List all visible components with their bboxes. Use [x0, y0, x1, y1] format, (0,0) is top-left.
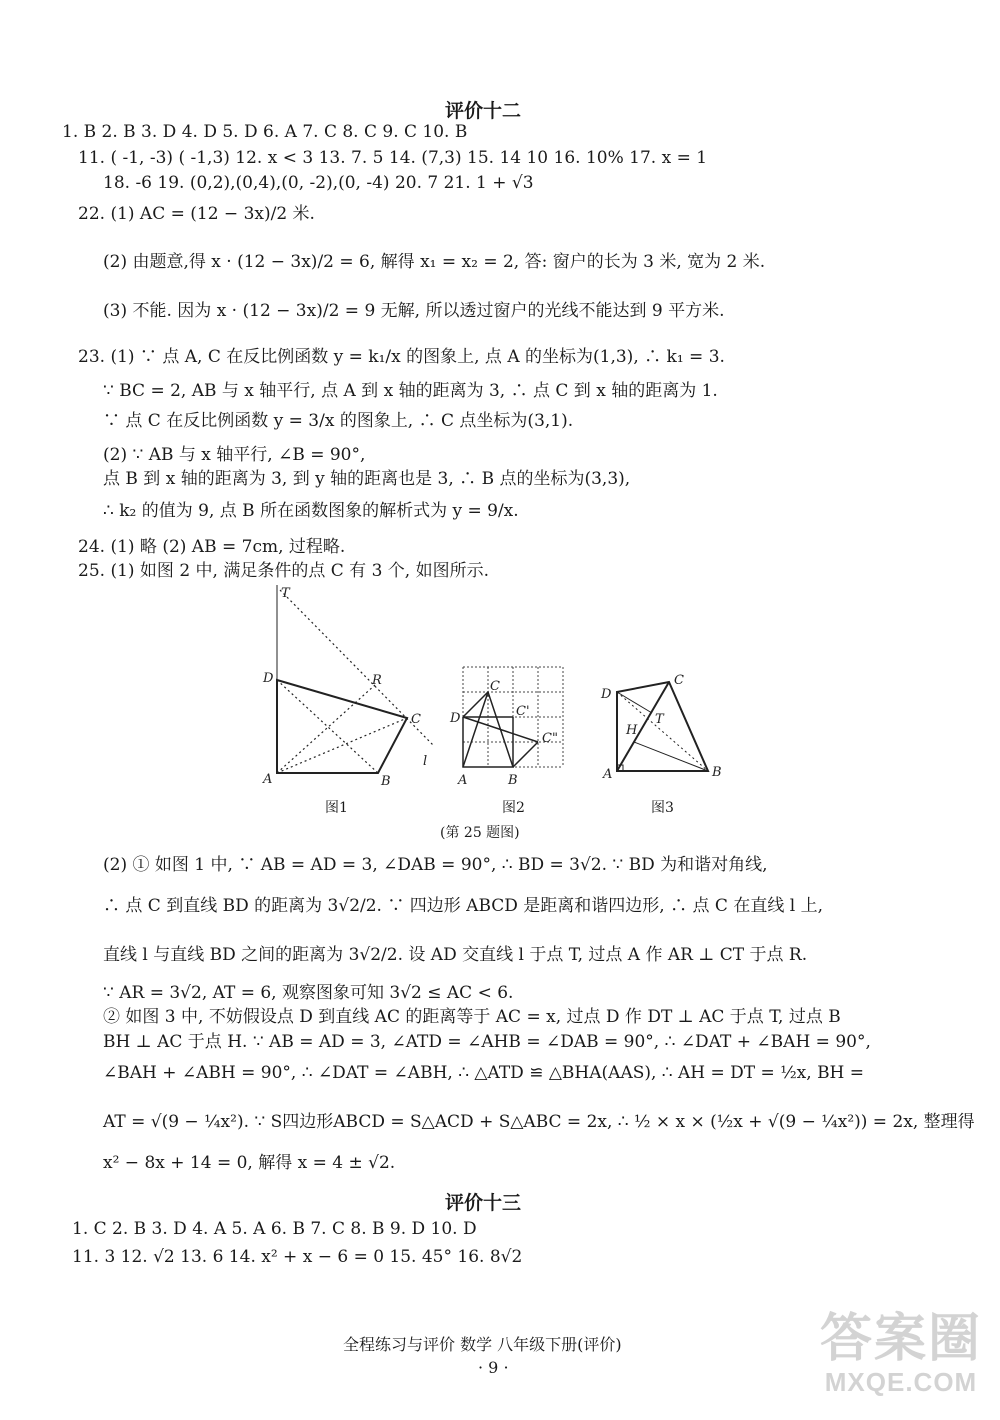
answer-line: 11. ( -1, -3) ( -1,3) 12. x < 3 13. 7. 5 14. (7,3) 15. 14 10 16. 10% 17. x = 1 — [78, 148, 708, 168]
figure-2-caption: 图2 — [502, 800, 525, 816]
label-T: T — [281, 586, 290, 601]
label-T: T — [655, 712, 664, 727]
answer-line: (2) 由题意,得 x · (12 − 3x)/2 = 6, 解得 x₁ = x₂ = 2, 答: 窗户的长为 3 米, 宽为 2 米. — [103, 252, 766, 272]
label-l: l — [423, 754, 428, 769]
label-A: A — [458, 773, 468, 788]
label-H: H — [626, 723, 638, 738]
answer-line: 25. (1) 如图 2 中, 满足条件的点 C 有 3 个, 如图所示. — [78, 561, 490, 581]
page-number: · 9 · — [478, 1358, 509, 1377]
label-C-prime: C' — [516, 704, 530, 719]
label-C-double-prime: C" — [542, 731, 558, 746]
answer-line: 11. 3 12. √2 13. 6 14. x² + x − 6 = 0 15. 45° 16. 8√2 — [72, 1247, 523, 1267]
answer-line: BH ⊥ AC 于点 H. ∵ AB = AD = 3, ∠ATD = ∠AHB = ∠DAB = 90°, ∴ ∠DAT + ∠BAH = 90°, — [103, 1032, 871, 1052]
answer-line: (2) ∵ AB 与 x 轴平行, ∠B = 90°, — [103, 445, 366, 465]
answer-line: x² − 8x + 14 = 0, 解得 x = 4 ± √2. — [103, 1153, 396, 1173]
answer-line: ∵ BC = 2, AB 与 x 轴平行, 点 A 到 x 轴的距离为 3, ∴ 点 C 到 x 轴的距离为 1. — [103, 381, 718, 401]
figure-3-caption: 图3 — [651, 800, 674, 816]
answer-line: AT = √(9 − ¼x²). ∵ S四边形ABCD = S△ACD + S△ABC = 2x, ∴ ½ × x × (½x + √(9 − ¼x²)) = 2x, 整理得 — [103, 1112, 975, 1132]
answer-line: 1. B 2. B 3. D 4. D 5. D 6. A 7. C 8. C 9. C 10. B — [62, 122, 468, 142]
answer-line: (3) 不能. 因为 x · (12 − 3x)/2 = 9 无解, 所以透过窗户的光线不能达到 9 平方米. — [103, 301, 725, 321]
label-C: C — [674, 673, 684, 688]
label-D: D — [450, 711, 461, 726]
answer-line: 23. (1) ∵ 点 A, C 在反比例函数 y = k₁/x 的图象上, 点 A 的坐标为(1,3), ∴ k₁ = 3. — [78, 347, 725, 367]
figure-3 — [598, 668, 738, 788]
label-C: C — [411, 712, 421, 727]
answer-line: ∴ k₂ 的值为 9, 点 B 所在函数图象的解析式为 y = 9/x. — [103, 501, 519, 521]
label-A: A — [603, 767, 613, 782]
answer-line: 18. -6 19. (0,2),(0,4),(0, -2),(0, -4) 20. 7 21. 1 + √3 — [103, 173, 534, 193]
watermark-logo: 答案圈 MXQE.COM — [819, 1310, 982, 1397]
figure-1-caption: 图1 — [325, 800, 348, 816]
answer-line: 24. (1) 略 (2) AB = 7cm, 过程略. — [78, 537, 346, 557]
answer-line: 直线 l 与直线 BD 之间的距离为 3√2/2. 设 AD 交直线 l 于点 T, 过点 A 作 AR ⊥ CT 于点 R. — [103, 945, 808, 965]
label-B: B — [381, 774, 391, 789]
footer-book-title: 全程练习与评价 数学 八年级下册(评价) — [343, 1335, 622, 1354]
answer-line: ∠BAH + ∠ABH = 90°, ∴ ∠DAT = ∠ABH, ∴ △ATD ≌ △BHA(AAS), ∴ AH = DT = ½x, BH = — [103, 1063, 865, 1083]
label-D: D — [263, 671, 274, 686]
answer-line: 22. (1) AC = (12 − 3x)/2 米. — [78, 204, 315, 224]
answer-line: ② 如图 3 中, 不妨假设点 D 到直线 AC 的距离等于 AC = x, 过点 D 作 DT ⊥ AC 于点 T, 过点 B — [103, 1007, 841, 1027]
figure-group-caption: (第 25 题图) — [440, 825, 520, 841]
label-B: B — [712, 765, 722, 780]
label-C: C — [490, 679, 500, 694]
answer-line: ∵ 点 C 在反比例函数 y = 3/x 的图象上, ∴ C 点坐标为(3,1). — [103, 411, 574, 431]
answer-line: ∴ 点 C 到直线 BD 的距离为 3√2/2. ∵ 四边形 ABCD 是距离和谐四边形, ∴ 点 C 在直线 l 上, — [103, 896, 823, 916]
figure-2 — [448, 662, 583, 802]
answer-line: (2) ① 如图 1 中, ∵ AB = AD = 3, ∠DAB = 90°, ∴ BD = 3√2. ∵ BD 为和谐对角线, — [103, 855, 768, 875]
figure-1 — [255, 585, 455, 790]
section-title: 评价十二 — [445, 100, 522, 122]
answer-line: 1. C 2. B 3. D 4. A 5. A 6. B 7. C 8. B 9. D 10. D — [72, 1219, 477, 1239]
answer-line: ∵ AR = 3√2, AT = 6, 观察图象可知 3√2 ≤ AC < 6. — [103, 983, 514, 1003]
section-title: 评价十三 — [445, 1192, 522, 1214]
answer-line: 点 B 到 x 轴的距离为 3, 到 y 轴的距离也是 3, ∴ B 点的坐标为(3,3), — [103, 469, 631, 489]
label-A: A — [263, 772, 273, 787]
label-R: R — [372, 673, 382, 688]
label-B: B — [508, 773, 518, 788]
label-D: D — [601, 687, 612, 702]
